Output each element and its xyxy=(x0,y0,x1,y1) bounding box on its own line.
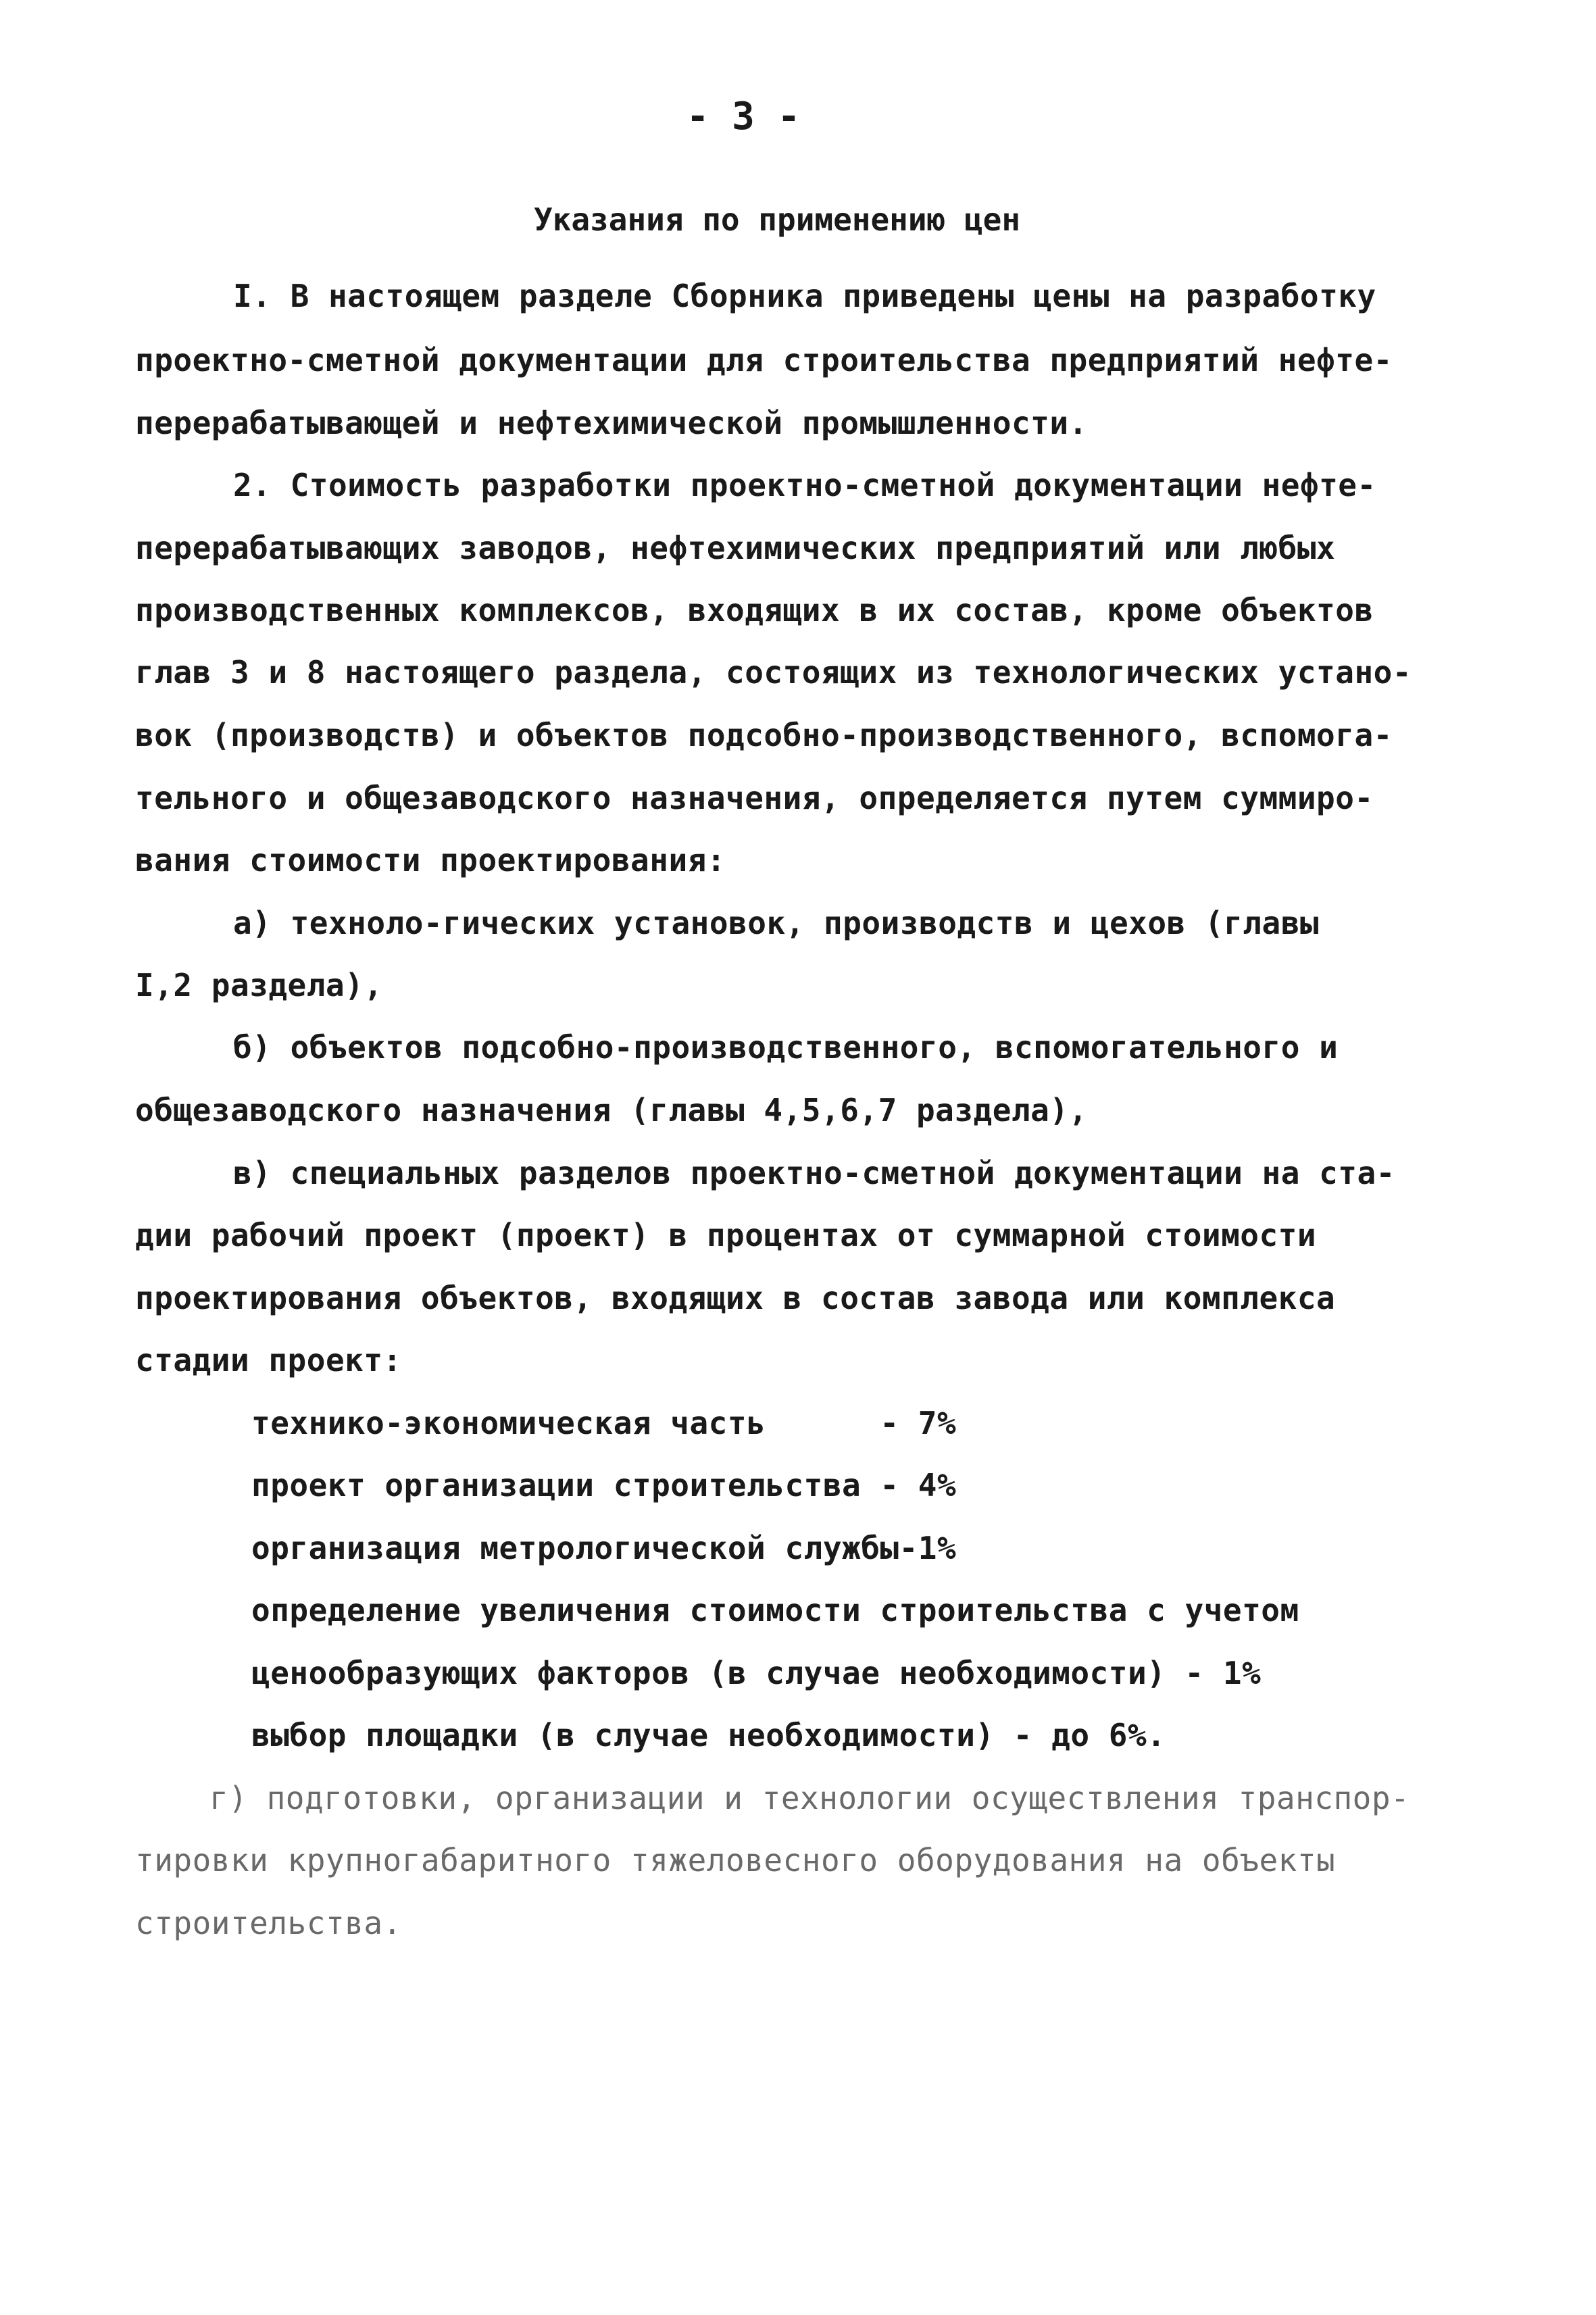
section-heading: Указания по применению цен xyxy=(533,201,1021,238)
item-c-line-2: дии рабочий проект (проект) в процентах от суммарной стоимости xyxy=(135,1217,1317,1253)
paragraph-2-line-6: тельного и общезаводского назначения, определяется путем суммиро- xyxy=(135,780,1374,816)
item-a-line-2: I,2 раздела), xyxy=(135,967,383,1003)
item-c-line-4: стадии проект: xyxy=(135,1342,402,1378)
item-b-line-2: общезаводского назначения (главы 4,5,6,7 раздела), xyxy=(135,1092,1088,1128)
paragraph-2-line-2: перерабатывающих заводов, нефтехимических предприятий или любых xyxy=(135,530,1336,566)
sub-item-4: определение увеличения стоимости строительства с учетом xyxy=(251,1592,1299,1628)
paragraph-1-line-1: I. В настоящем разделе Сборника приведены цены на разработку xyxy=(233,278,1376,314)
paragraph-2-line-1: 2. Стоимость разработки проектно-сметной документации нефте- xyxy=(233,467,1376,503)
sub-item-2: проект организации строительства - 4% xyxy=(251,1467,957,1503)
paragraph-2-line-3: производственных комплексов, входящих в их состав, кроме объектов xyxy=(135,592,1374,628)
item-d-line-2: тировки крупногабаритного тяжеловесного оборудования на объекты xyxy=(135,1842,1336,1878)
paragraph-1-line-3: перерабатывающей и нефтехимической промышленности. xyxy=(135,405,1088,441)
paragraph-2-line-7: вания стоимости проектирования: xyxy=(135,842,726,878)
page-number: - 3 - xyxy=(686,95,801,139)
item-c-line-1: в) специальных разделов проектно-сметной документации на ста- xyxy=(233,1155,1395,1191)
sub-item-1: технико-экономическая часть - 7% xyxy=(251,1405,957,1441)
paragraph-1-line-2: проектно-сметной документации для строительства предприятий нефте- xyxy=(135,342,1393,378)
item-d-line-1: г) подготовки, организации и технологии осуществления транспор- xyxy=(209,1780,1410,1816)
paragraph-2-line-5: вок (производств) и объектов подсобно-производственного, вспомога- xyxy=(135,717,1393,753)
item-b-line-1: б) объектов подсобно-производственного, вспомогательного и xyxy=(233,1029,1339,1066)
sub-item-5: выбор площадки (в случае необходимости) - до 6%. xyxy=(251,1717,1166,1753)
item-a-line-1: а) техноло-гических установок, производств и цехов (главы xyxy=(233,905,1320,941)
item-c-line-3: проектирования объектов, входящих в состав завода или комплекса xyxy=(135,1280,1336,1316)
sub-item-4-continued: ценообразующих факторов (в случае необходимости) - 1% xyxy=(251,1655,1262,1691)
paragraph-2-line-4: глав 3 и 8 настоящего раздела, состоящих из технологических устано- xyxy=(135,654,1412,691)
item-d-line-3: строительства. xyxy=(135,1905,402,1941)
sub-item-3: организация метрологической службы-1% xyxy=(251,1530,957,1566)
